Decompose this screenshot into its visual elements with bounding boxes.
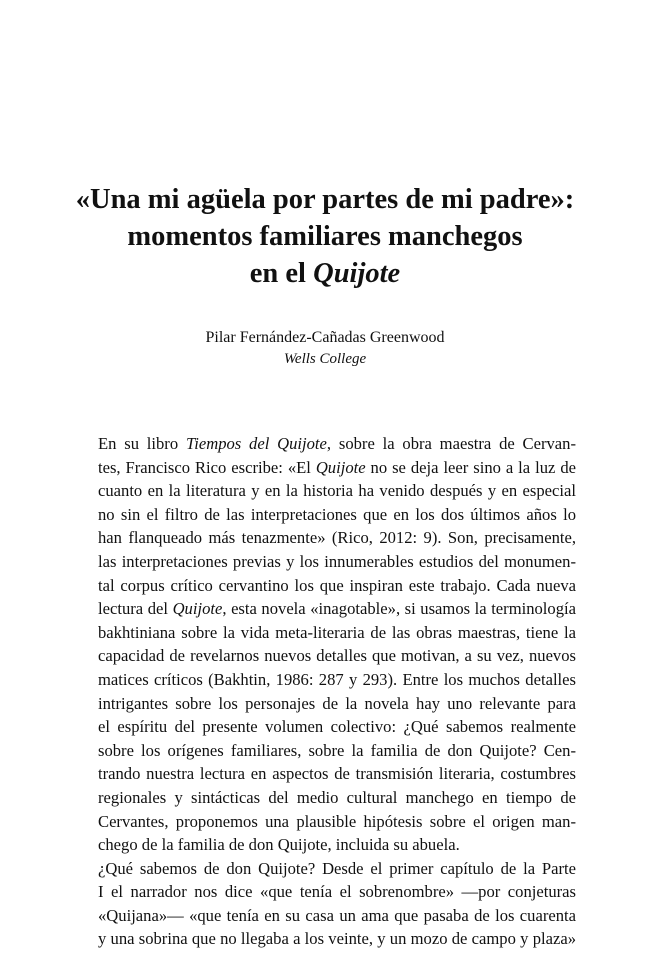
article-title xyxy=(40,181,610,292)
text-line xyxy=(76,692,576,716)
text-run: , esta novela «inagotable», si usamos la terminología xyxy=(222,599,576,619)
title-line-1: «Una mi agüela por partes de mi padre»: xyxy=(75,184,575,215)
text-run: tal corpus crítico cervantino los que inspiran este trabajo. Cada nueva xyxy=(98,575,576,595)
text-run: lectura del xyxy=(98,599,173,619)
text-run: tes, Francisco Rico escribe: «El xyxy=(98,457,316,477)
title-line-3-prefix: en el xyxy=(249,258,314,289)
italic-title-ref: Quijote xyxy=(172,599,223,619)
text-run: han flanqueado más tenazmente» (Rico, 2012: 9). Son, precisamente, xyxy=(98,528,576,548)
text-run: cuanto en la literatura y en la historia ha venido después y en especial xyxy=(98,481,576,501)
text-run: ¿Qué sabemos de don Quijote? Desde el primer capítulo de la Parte xyxy=(98,858,576,878)
title-line-3 xyxy=(40,255,610,292)
text-run: el espíritu del presente volumen colectivo: ¿Qué sabemos realmente xyxy=(98,717,576,737)
text-run: y una sobrina que no llegaba a los veinte, y un mozo de campo y plaza» xyxy=(98,929,576,949)
text-run: no se deja leer sino a la luz de xyxy=(365,457,576,477)
author-affiliation: Wells College xyxy=(283,351,367,367)
text-run: bakhtiniana sobre la vida meta-literaria de las obras maestras, tiene la xyxy=(98,622,576,642)
italic-title-ref: Quijote xyxy=(315,457,366,477)
text-run: las interpretaciones previas y los innumerables estudios del monumen- xyxy=(98,551,576,571)
text-line xyxy=(76,880,576,904)
text-line xyxy=(76,810,576,834)
text-run: no sin el filtro de las interpretaciones que en los dos últimos años lo xyxy=(98,504,576,524)
text-line xyxy=(76,739,576,763)
text-line xyxy=(76,644,576,668)
text-run: sobre los orígenes familiares, sobre la familia de don Quijote? Cen- xyxy=(98,740,576,760)
text-line xyxy=(76,432,576,456)
text-line xyxy=(76,479,576,503)
paragraph-1 xyxy=(76,432,576,857)
text-line xyxy=(76,597,576,621)
text-line xyxy=(76,574,576,598)
text-line xyxy=(76,786,576,810)
text-run: I el narrador nos dice «que tenía el sobrenombre» —por conjeturas xyxy=(98,882,576,902)
text-line xyxy=(76,715,576,739)
text-line xyxy=(76,621,576,645)
article-body xyxy=(76,432,576,951)
text-line xyxy=(76,927,576,951)
text-line xyxy=(76,904,576,928)
text-run: chego de la familia de don Quijote, incluida su abuela. xyxy=(98,835,460,855)
text-run: trando nuestra lectura en aspectos de transmisión literaria, costumbres xyxy=(98,764,576,784)
text-run: intrigantes sobre los personajes de la novela hay uno relevante para xyxy=(98,693,576,713)
text-line xyxy=(76,456,576,480)
text-run: matices críticos (Bakhtin, 1986: 287 y 293). Entre los muchos detalles xyxy=(98,669,576,689)
text-line xyxy=(76,762,576,786)
text-run: capacidad de revelarnos nuevos detalles que motivan, a su vez, nuevos xyxy=(98,646,576,666)
text-run: Cervantes, proponemos una plausible hipótesis sobre el origen man- xyxy=(98,811,576,831)
italic-title-ref: Tiempos del Quijote xyxy=(185,434,327,453)
text-line xyxy=(76,833,576,857)
author-name: Pilar Fernández-Cañadas Greenwood xyxy=(205,329,445,346)
text-run: En su libro xyxy=(98,434,186,453)
text-line xyxy=(76,668,576,692)
text-line xyxy=(76,503,576,527)
text-run: , sobre la obra maestra de Cervan- xyxy=(326,434,576,453)
text-run: «Quijana»— «que tenía en su casa un ama que pasaba de los cuarenta xyxy=(98,905,576,925)
text-line xyxy=(76,857,576,881)
title-line-2: momentos familiares manchegos xyxy=(127,221,523,252)
text-line xyxy=(76,550,576,574)
text-run: regionales y sintácticas del medio cultural manchego en tiempo de xyxy=(98,787,576,807)
text-line xyxy=(76,526,576,550)
title-line-3-italic: Quijote xyxy=(313,258,401,289)
paragraph-2 xyxy=(76,857,576,951)
